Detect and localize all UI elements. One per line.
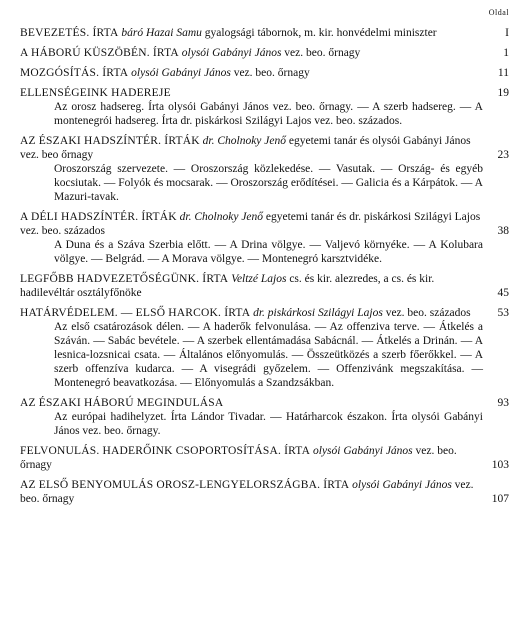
toc-entry [20,396,509,438]
entry-title: MOZGÓSÍTÁS. ÍRTA [20,67,129,79]
entry-title: BEVEZETÉS. ÍRTA [20,27,119,39]
toc-entry [20,306,509,390]
entry-title: AZ ÉSZAKI HÁBORÚ MEGINDULÁSA [20,397,224,409]
entry-heading [20,46,483,60]
entry-heading [20,396,483,410]
entry-heading [20,444,483,472]
toc-entry [20,134,509,204]
entry-heading [20,26,483,40]
entry-byline: vez. beo. őrnagy [20,445,457,471]
entry-page: 1 [503,47,509,59]
entry-heading [20,134,483,162]
toc-entry [20,86,509,128]
entry-byline: vez. beo. százados [385,307,471,319]
entry-heading [20,478,483,506]
entry-heading [20,272,483,300]
table-of-contents [20,26,509,512]
entry-subtopics: Oroszország szervezete. — Oroszország közlekedése. — Vasutak. — Ország- és egyéb kocsiutak. — Folyók és mocsarak. — Oroszország erődítései. — Galicia és a Kárpátok. — A Mazuri-tavak. [54,163,483,203]
entry-author: olysói Gabányi János [131,67,231,79]
page-header: Oldal [488,8,509,17]
entry-heading [20,66,483,80]
entry-page: 53 [497,307,509,319]
entry-page: 38 [497,225,509,237]
entry-page: 19 [497,87,509,99]
entry-heading [20,306,483,320]
entry-author: dr. piskárkosi Szilágyi Lajos [253,307,383,319]
entry-byline: gyalogsági tábornok, m. kir. honvédelmi miniszter [204,27,437,39]
entry-byline: egyetemi tanár és olysói Gabányi János vez. beo őrnagy [20,135,471,161]
entry-title: A HÁBORÚ KÜSZÖBÉN. ÍRTA [20,47,179,59]
entry-title: AZ ÉSZAKI HADSZÍNTÉR. ÍRTÁK [20,135,200,147]
entry-title: HATÁRVÉDELEM. — ELSŐ HARCOK. ÍRTA [20,307,251,319]
toc-entry [20,210,509,266]
entry-author: báró Hazai Samu [121,27,202,39]
toc-entry [20,272,509,300]
entry-page: 107 [491,493,509,505]
toc-entry [20,66,509,80]
entry-subtopics: Az orosz hadsereg. Írta olysói Gabányi János vez. beo. őrnagy. — A szerb hadsereg. — A montenegrói hadsereg. Írta dr. piskárkosi Szilágyi Lajos vez. beo. százados. [54,101,483,127]
entry-author: olysói Gabányi János [313,445,413,457]
entry-byline: vez. beo. őrnagy [233,67,310,79]
toc-entry [20,26,509,40]
entry-author: Veltzé Lajos [231,273,287,285]
entry-subtopics: Az európai hadihelyzet. Írta Lándor Tivadar. — Határharcok északon. Írta olysói Gabányi János vez. beo. őrnagy. [54,411,483,437]
entry-title: ELLENSÉGEINK HADEREJE [20,87,171,99]
entry-author: dr. Cholnoky Jenő [179,211,264,223]
entry-byline: egyetemi tanár és dr. piskárkosi Szilágyi Lajos vez. beo. százados [20,211,481,237]
entry-page: I [505,27,509,39]
entry-subtopics: A Duna és a Száva Szerbia előtt. — A Drina völgye. — Valjevó környéke. — A Kolubara völgye. — Belgrád. — A Morava völgye. — Montenegró karsztvidéke. [54,239,483,265]
entry-page: 103 [491,459,509,471]
entry-author: olysói Gabányi János [352,479,452,491]
entry-page: 93 [497,397,509,409]
toc-entry [20,46,509,60]
entry-byline: vez. beo. őrnagy [284,47,361,59]
toc-entry [20,444,509,472]
entry-author: dr. Cholnoky Jenő [202,135,286,147]
entry-title: AZ ELSŐ BENYOMULÁS OROSZ-LENGYELORSZÁGBA. ÍRTA [20,479,350,491]
entry-heading [20,210,483,238]
entry-byline: vez. beo. őrnagy [20,479,474,505]
entry-page: 11 [497,67,509,79]
entry-byline: cs. és kir. alezredes, a cs. és kir. hadilevéltár osztályfőnöke [20,273,435,299]
toc-entry [20,478,509,506]
entry-title: LEGFŐBB HADVEZETŐSÉGÜNK. ÍRTA [20,273,229,285]
entry-title: FELVONULÁS. HADERŐINK CSOPORTOSÍTÁSA. ÍRTA [20,445,311,457]
entry-author: olysói Gabányi János [181,47,282,59]
entry-page: 23 [497,149,509,161]
entry-page: 45 [497,287,509,299]
entry-heading [20,86,483,100]
entry-subtopics: Az első csatározások délen. — A haderők felvonulása. — Az offenziva terve. — Átkelés a Száván. — Sabác bevétele. — A szerbek ellentámadása Sabácnál. — Átkelés a Drinán. — A lesnica-lozsnicai csata. — Általános előnyomulás. — Összeütközés a szerb főerőkkel. — A szerb offenzíva kudarca. — A visegrádi győzelem. — Offenzivánk megszakítása. — Montenegró beavatkozása. — Előnyomulás a Szandzsákban. [54,321,483,389]
entry-title: A DÉLI HADSZÍNTÉR. ÍRTÁK [20,211,177,223]
